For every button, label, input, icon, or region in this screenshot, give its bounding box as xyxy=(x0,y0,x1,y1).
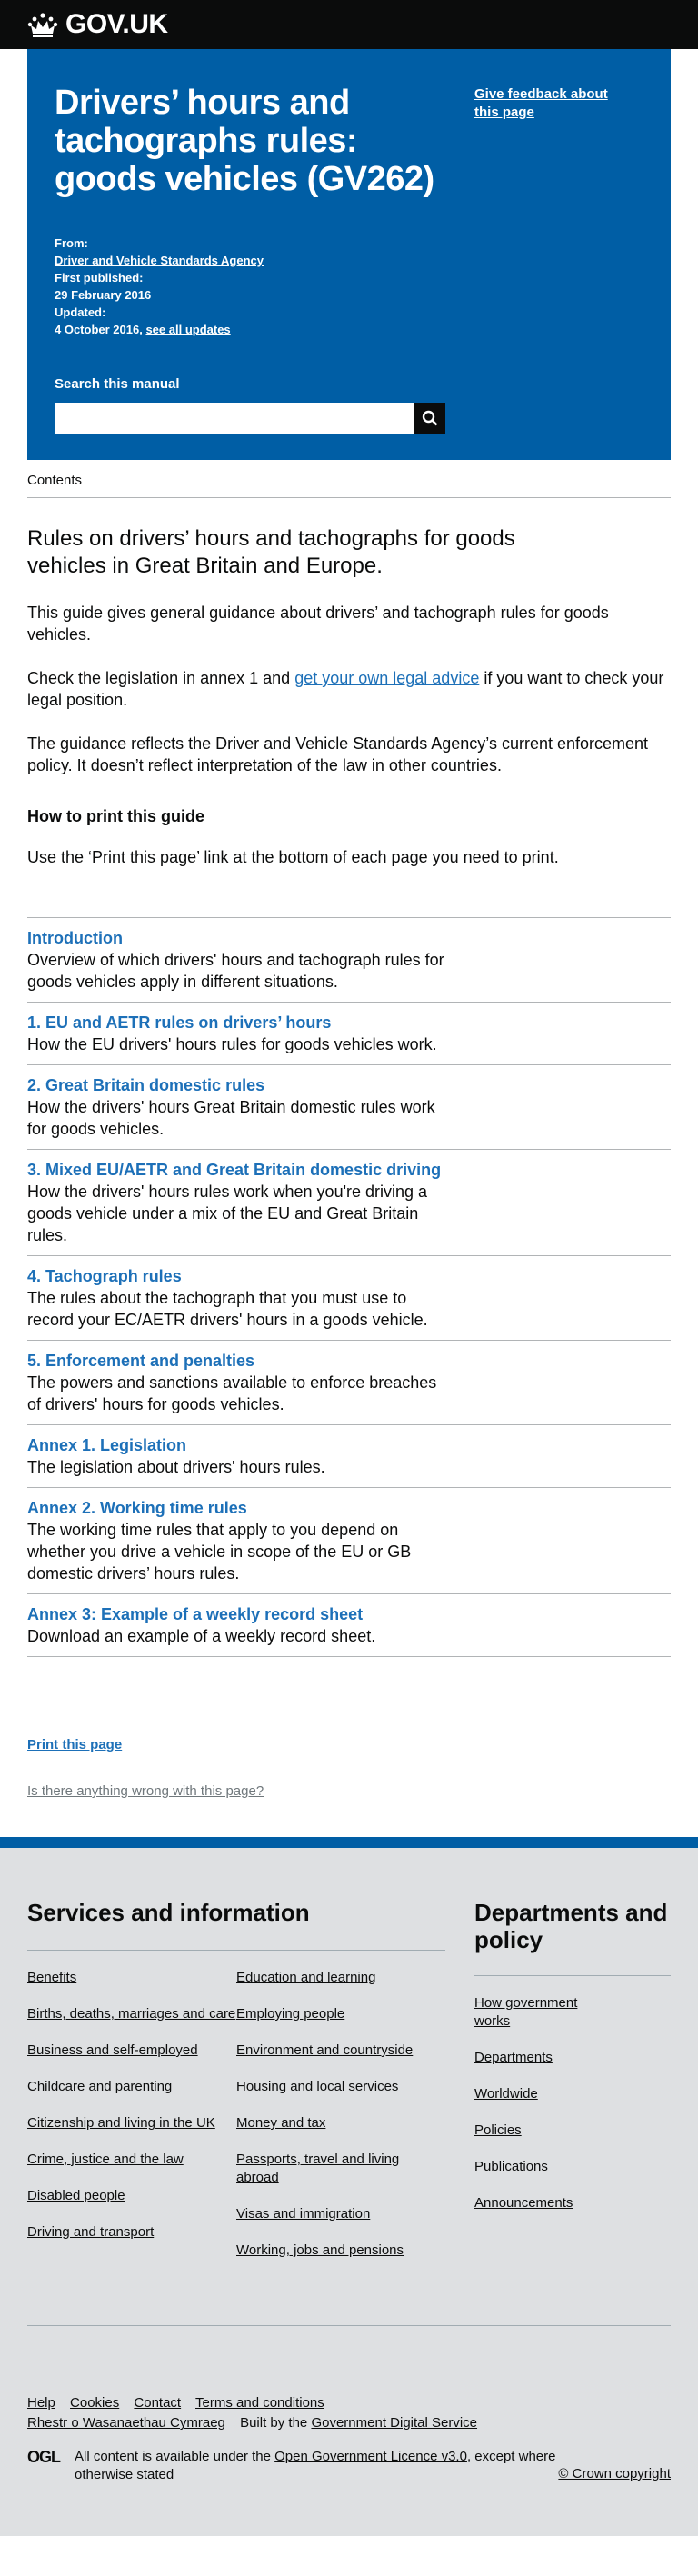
footer-link[interactable]: Worldwide xyxy=(474,2086,538,2102)
section-link[interactable]: Annex 3: Example of a weekly record sheet xyxy=(27,1605,364,1623)
intro-paragraph-2 xyxy=(27,667,673,711)
footer-link[interactable]: Housing and local services xyxy=(236,2079,399,2094)
footer-link[interactable]: Citizenship and living in the UK xyxy=(27,2115,215,2131)
search-input[interactable] xyxy=(55,403,414,434)
section-description: The powers and sanctions available to enforce breaches of drivers' hours for goods vehicles. xyxy=(27,1373,437,1413)
section-item xyxy=(27,1065,671,1150)
licence-text xyxy=(75,2448,565,2484)
section-description: How the EU drivers' hours rules for goods vehicles work. xyxy=(27,1035,437,1053)
services-column xyxy=(27,1951,236,2260)
legal-advice-link[interactable]: get your own legal advice xyxy=(294,669,480,687)
search-icon xyxy=(422,410,438,426)
contents-label: Contents xyxy=(27,473,671,498)
terms-link[interactable]: Terms and conditions xyxy=(195,2395,324,2411)
global-header xyxy=(0,0,698,49)
section-link[interactable]: 2. Great Britain domestic rules xyxy=(27,1076,265,1094)
intro-paragraph-3: The guidance reflects the Driver and Vehicle Standards Agency’s current enforcement policy. It doesn’t reflect interpretation of the law in other countries. xyxy=(27,734,649,774)
see-all-updates-link[interactable]: see all updates xyxy=(145,323,231,336)
section-link[interactable]: 5. Enforcement and penalties xyxy=(27,1352,255,1370)
section-item xyxy=(27,1256,671,1341)
footer-link[interactable]: Disabled people xyxy=(27,2188,125,2203)
intro-paragraph-2-text-start: Check the legislation in annex 1 and xyxy=(27,669,295,687)
departments-section xyxy=(474,1899,671,2212)
section-description: The legislation about drivers' hours rules. xyxy=(27,1458,325,1476)
from-label: From: xyxy=(55,236,88,250)
welsh-services-link[interactable]: Rhestr o Wasanaethau Cymraeg xyxy=(27,2415,225,2431)
footer-link[interactable]: Crime, justice and the law xyxy=(27,2152,184,2167)
page-title: Drivers’ hours and tachographs rules: goods vehicles (GV262) xyxy=(55,84,434,198)
ogl-logo: OGL xyxy=(27,2448,60,2466)
footer-link[interactable]: Policies xyxy=(474,2122,522,2138)
section-link[interactable]: 1. EU and AETR rules on drivers’ hours xyxy=(27,1013,332,1032)
section-link[interactable]: 4. Tachograph rules xyxy=(27,1267,182,1285)
footer-link[interactable]: Departments xyxy=(474,2050,553,2065)
footer-link[interactable]: Benefits xyxy=(27,1970,77,1985)
section-link[interactable]: Annex 2. Working time rules xyxy=(27,1499,247,1517)
footer-link[interactable]: Childcare and parenting xyxy=(27,2079,173,2094)
intro-paragraph-2-text-end: if you want to check your legal position. xyxy=(27,669,664,709)
departments-heading: Departments and policy xyxy=(474,1899,668,1953)
section-item xyxy=(27,1150,671,1256)
manual-search xyxy=(55,403,445,434)
organisation-link[interactable]: Driver and Vehicle Standards Agency xyxy=(55,254,264,267)
footer-link[interactable]: Employing people xyxy=(236,2006,345,2022)
built-by-text: Built by the xyxy=(240,2415,308,2431)
divider xyxy=(474,1975,671,1976)
section-description: The working time rules that apply to you depend on whether you drive a vehicle in scope of the EU or GB domestic drivers’ hours rules. xyxy=(27,1521,412,1583)
footer-meta-links xyxy=(27,2393,488,2433)
section-item xyxy=(27,1425,671,1488)
updated-date: 4 October 2016, xyxy=(55,323,143,336)
manual-header xyxy=(27,49,671,460)
published-date: 29 February 2016 xyxy=(55,288,152,302)
services-heading: Services and information xyxy=(27,1899,310,1926)
footer-link[interactable]: Passports, travel and living abroad xyxy=(236,2152,400,2185)
section-description: How the drivers' hours Great Britain domestic rules work for goods vehicles. xyxy=(27,1098,435,1138)
intro-paragraph-1: This guide gives general guidance about drivers’ and tachograph rules for goods vehicles. xyxy=(27,604,609,644)
section-description: Download an example of a weekly record sheet. xyxy=(27,1627,376,1645)
footer-link[interactable]: How government works xyxy=(474,1995,578,2029)
footer-link[interactable]: Business and self-employed xyxy=(27,2042,198,2058)
cookies-link[interactable]: Cookies xyxy=(70,2395,120,2411)
section-item xyxy=(27,1594,671,1657)
logo-text: GOV.UK xyxy=(65,9,168,39)
section-description: How the drivers' hours rules work when you're driving a goods vehicle under a mix of the EU and Great Britain rules. xyxy=(27,1183,428,1244)
footer-link[interactable]: Driving and transport xyxy=(27,2224,155,2240)
gds-link[interactable]: Government Digital Service xyxy=(311,2415,478,2431)
section-link[interactable]: Introduction xyxy=(27,929,123,947)
feedback-link[interactable]: Give feedback about this page xyxy=(474,86,608,120)
main-content xyxy=(0,525,698,1799)
ogl-licence-link[interactable]: Open Government Licence v3.0 xyxy=(274,2449,467,2464)
divider xyxy=(27,2325,671,2326)
global-footer xyxy=(0,1837,698,2536)
section-link[interactable]: 3. Mixed EU/AETR and Great Britain domestic driving xyxy=(27,1161,442,1179)
licence-row xyxy=(27,2448,565,2484)
footer-link[interactable]: Announcements xyxy=(474,2195,573,2211)
footer-link[interactable]: Publications xyxy=(474,2159,548,2174)
manual-metadata xyxy=(55,235,643,338)
crown-copyright-link[interactable]: © Crown copyright xyxy=(558,2466,671,2481)
print-guide-heading: How to print this guide xyxy=(27,807,204,825)
print-guide-text: Use the ‘Print this page’ link at the bottom of each page you need to print. xyxy=(27,848,559,866)
footer-link[interactable]: Visas and immigration xyxy=(236,2206,371,2222)
footer-link[interactable]: Education and learning xyxy=(236,1970,376,1985)
help-link[interactable]: Help xyxy=(27,2395,55,2411)
footer-link[interactable]: Environment and countryside xyxy=(236,2042,414,2058)
licence-text-start: All content is available under the xyxy=(75,2449,275,2464)
section-link[interactable]: Annex 1. Legislation xyxy=(27,1436,187,1454)
govuk-logo-link[interactable] xyxy=(27,9,168,40)
footer-link[interactable]: Working, jobs and pensions xyxy=(236,2242,404,2258)
section-description: The rules about the tachograph that you must use to record your EC/AETR drivers' hours in a goods vehicle. xyxy=(27,1289,428,1329)
section-description: Overview of which drivers' hours and tachograph rules for goods vehicles apply in different situations. xyxy=(27,951,444,991)
section-item xyxy=(27,918,671,1003)
section-item xyxy=(27,1488,671,1594)
lead-paragraph: Rules on drivers’ hours and tachographs for goods vehicles in Great Britain and Europe. xyxy=(27,526,515,578)
section-list xyxy=(27,917,671,1657)
print-page-link[interactable]: Print this page xyxy=(27,1737,123,1752)
services-section xyxy=(27,1899,445,2260)
search-button[interactable] xyxy=(414,403,445,434)
footer-link[interactable]: Births, deaths, marriages and care xyxy=(27,2006,236,2022)
contact-link[interactable]: Contact xyxy=(134,2395,182,2411)
updated-label: Updated: xyxy=(55,305,106,319)
footer-link[interactable]: Money and tax xyxy=(236,2115,326,2131)
report-problem-link[interactable]: Is there anything wrong with this page? xyxy=(27,1783,264,1799)
crown-icon xyxy=(27,11,58,38)
published-label: First published: xyxy=(55,271,144,285)
search-label: Search this manual xyxy=(55,376,180,392)
services-column xyxy=(236,1951,445,2260)
section-item xyxy=(27,1341,671,1425)
section-item xyxy=(27,1003,671,1065)
licence-text-end: , except where otherwise stated xyxy=(75,2449,556,2482)
